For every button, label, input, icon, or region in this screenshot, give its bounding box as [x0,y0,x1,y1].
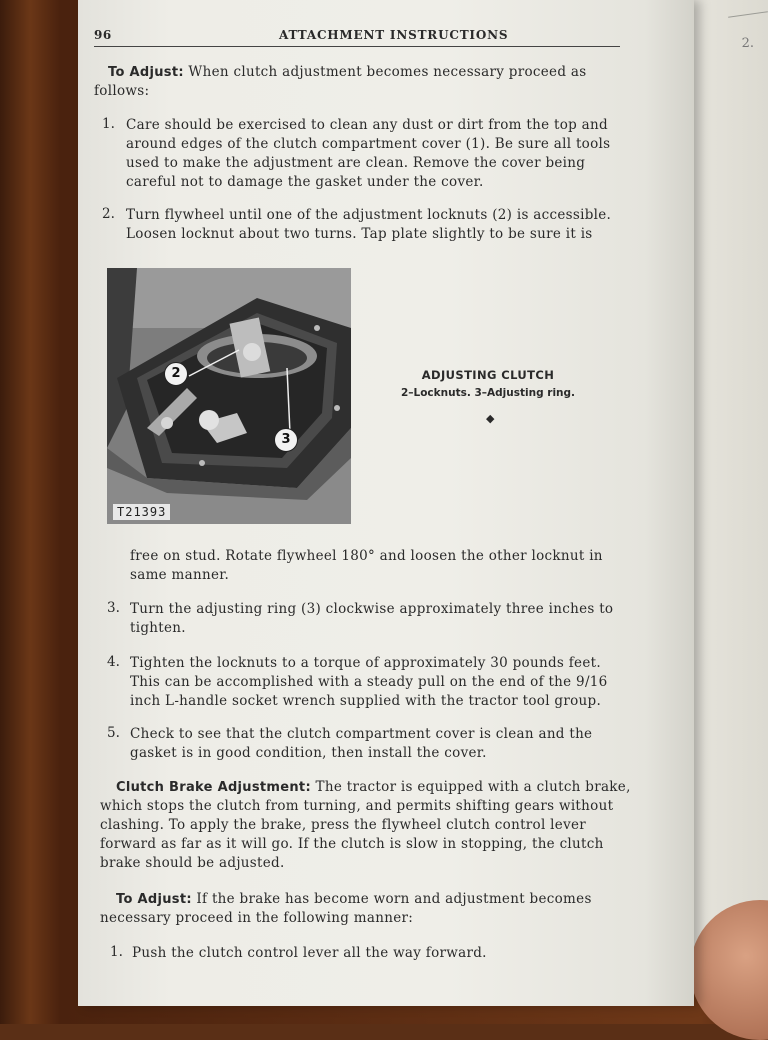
text-line: This can be accomplished with a steady pull on the end of the 9/16 [130,674,608,690]
step-2-text [126,206,611,244]
intro-line-2: follows: [94,83,150,99]
figure-caption-title: ADJUSTING CLUTCH [421,368,555,382]
text-line: Tighten the locknuts to a torque of approximately 30 pounds feet. [130,655,601,671]
figure-id: T21393 [113,504,170,520]
brake-intro: The tractor is equipped with a clutch brake, [315,779,631,795]
manual-page [78,0,694,1006]
step-5-number: 5. [107,725,120,741]
text-line: gasket is in good condition, then install the cover. [130,745,487,761]
brake-step-1-text: Push the clutch control lever all the way forward. [132,945,487,961]
text-line: free on stud. Rotate flywheel 180° and loosen the other locknut in [130,548,603,564]
clutch-photo [107,268,351,524]
text-line: which stops the clutch from turning, and permits shifting gears without [100,798,614,814]
page-header [94,26,620,47]
to-adjust-label: To Adjust: [108,65,184,80]
text-line: Turn flywheel until one of the adjustment locknuts (2) is accessible. [126,207,612,223]
figure-caption-subtitle: 2–Locknuts. 3–Adjusting ring. [400,387,576,399]
step-1-number: 1. [102,116,115,132]
clutch-photo-illustration [107,268,351,524]
intro-line-1 [108,63,586,82]
brake-body [100,797,613,873]
page-number: 96 [94,28,112,42]
step-2-continued [130,547,603,585]
page-rule [728,11,768,18]
step-3-text [130,600,613,638]
adjust2-line-2: necessary proceed in the following manner: [100,910,414,926]
step-1-text [126,116,610,192]
step-5-text [130,725,592,763]
brake-line-1 [116,778,631,797]
callout-3: 3 [274,428,298,452]
text-line: Turn the adjusting ring (3) clockwise approximately three inches to [130,601,614,617]
text-line: clashing. To apply the brake, press the flywheel clutch control lever [100,817,587,833]
text-line: same manner. [130,567,230,583]
brake-step-1-number: 1. [110,944,123,960]
text-line: careful not to damage the gasket under the cover. [126,174,484,190]
step-4-text [130,654,608,711]
adjust2-line-1 [116,890,592,909]
callout-2: 2 [164,362,188,386]
next-page-number: 2. [741,36,754,51]
brake-label: Clutch Brake Adjustment: [116,780,311,795]
to-adjust-label-2: To Adjust: [116,892,192,907]
text-line: Loosen locknut about two turns. Tap plate slightly to be sure it is [126,226,593,242]
step-2-number: 2. [102,206,115,222]
text-line: around edges of the clutch compartment cover (1). Be sure all tools [126,136,611,152]
diamond-ornament: ◆ [486,412,495,425]
text-line: tighten. [130,620,186,636]
text-line: Check to see that the clutch compartment cover is clean and the [130,726,593,742]
text-line: inch L-handle socket wrench supplied with the tractor tool group. [130,693,602,709]
step-4-number: 4. [107,654,120,670]
text-line: used to make the adjustment are clean. Remove the cover being [126,155,586,171]
step-3-number: 3. [107,600,120,616]
intro-text: When clutch adjustment becomes necessary proceed as [188,64,587,80]
text-line: forward as far as it will go. If the clutch is slow in stopping, the clutch [100,836,604,852]
adjust2-intro: If the brake has become worn and adjustment becomes [196,891,592,907]
text-line: Care should be exercised to clean any dust or dirt from the top and [126,117,608,133]
header-title: ATTACHMENT INSTRUCTIONS [279,28,509,42]
text-line: brake should be adjusted. [100,855,285,871]
